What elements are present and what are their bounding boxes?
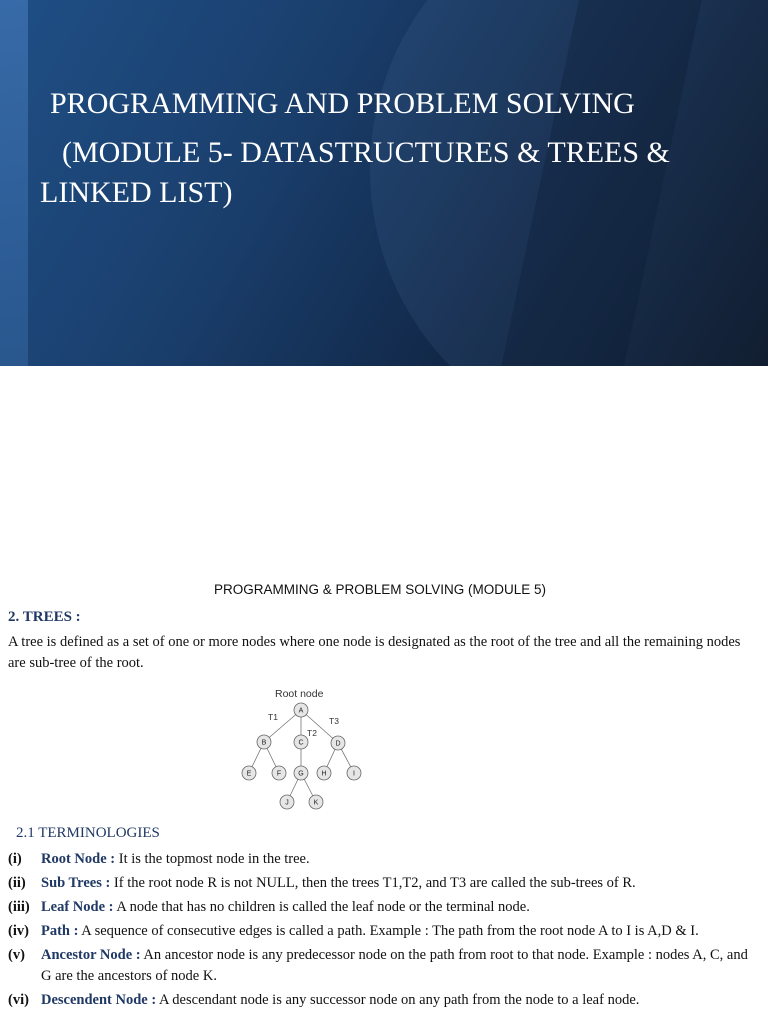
term-name: Leaf Node : bbox=[41, 899, 114, 915]
tree-node-b bbox=[257, 735, 271, 749]
tree-node-i bbox=[347, 766, 361, 780]
svg-text:K: K bbox=[313, 799, 319, 807]
tree-node-g bbox=[294, 766, 308, 780]
term-number: (i) bbox=[8, 851, 22, 867]
tree-caption: Root node bbox=[275, 688, 324, 700]
svg-text:D: D bbox=[335, 740, 341, 748]
title-slide bbox=[0, 0, 768, 366]
svg-text:A: A bbox=[298, 707, 304, 715]
term-definition: A descendant node is any successor node on any path from the node to a leaf node. bbox=[156, 992, 640, 1008]
tree-node-f bbox=[272, 766, 286, 780]
slide-title-line-2: (MODULE 5- DATASTRUCTURES & TREES & bbox=[62, 136, 670, 169]
list-item bbox=[8, 990, 760, 1011]
term-number: (iv) bbox=[8, 923, 29, 939]
tree-node-c bbox=[294, 735, 308, 749]
svg-text:F: F bbox=[276, 770, 282, 778]
term-name: Root Node : bbox=[41, 851, 116, 867]
term-definition: It is the topmost node in the tree. bbox=[115, 851, 310, 867]
term-definition: A sequence of consecutive edges is called a path. Example : The path from the root node A to I is A,D & I. bbox=[78, 923, 699, 939]
list-item bbox=[8, 873, 760, 894]
term-definition: A node that has no children is called the leaf node or the terminal node. bbox=[113, 899, 530, 915]
svg-text:J: J bbox=[285, 799, 289, 807]
tree-diagram bbox=[235, 686, 370, 814]
term-name: Path : bbox=[41, 923, 79, 939]
list-item bbox=[8, 945, 760, 987]
tree-node-k bbox=[309, 795, 323, 809]
term-definition: If the root node R is not NULL, then the trees T1,T2, and T3 are called the sub-trees of R. bbox=[110, 875, 636, 891]
subtree-label-t1: T1 bbox=[268, 712, 278, 722]
slide-title-line-3: LINKED LIST) bbox=[40, 176, 233, 209]
svg-text:I: I bbox=[353, 770, 355, 778]
list-item bbox=[8, 897, 760, 918]
list-item bbox=[8, 849, 760, 870]
subtree-label-t3: T3 bbox=[329, 716, 339, 726]
tree-node-e bbox=[242, 766, 256, 780]
tree-node-h bbox=[317, 766, 331, 780]
term-name: Descendent Node : bbox=[41, 992, 157, 1008]
term-name: Sub Trees : bbox=[41, 875, 111, 891]
list-item bbox=[8, 921, 760, 942]
term-number: (ii) bbox=[8, 875, 26, 891]
tree-node-j bbox=[280, 795, 294, 809]
svg-text:E: E bbox=[246, 770, 252, 778]
section-heading-trees: 2. TREES : bbox=[8, 609, 81, 625]
slide-title-line-1: PROGRAMMING AND PROBLEM SOLVING bbox=[50, 87, 635, 120]
subtree-label-t2: T2 bbox=[307, 728, 317, 738]
term-name: Ancestor Node : bbox=[41, 947, 141, 963]
slide-accent-stripe bbox=[0, 0, 28, 366]
svg-text:B: B bbox=[261, 739, 267, 747]
svg-text:C: C bbox=[298, 739, 304, 747]
term-number: (iii) bbox=[8, 899, 30, 915]
terminology-list bbox=[8, 849, 760, 1014]
terminologies-heading: 2.1 TERMINOLOGIES bbox=[16, 825, 160, 841]
tree-node-d bbox=[331, 736, 345, 750]
term-definition: An ancestor node is any predecessor node on the path from root to that node. Example : nodes A, C, and G are the ancestors of node K. bbox=[41, 947, 748, 984]
trees-intro-paragraph: A tree is defined as a set of one or more nodes where one node is designated as the root of the tree and all the remaining nodes are sub-tree of the root. bbox=[8, 634, 741, 671]
tree-node-a bbox=[294, 703, 308, 717]
svg-text:H: H bbox=[321, 770, 327, 778]
term-number: (v) bbox=[8, 947, 25, 963]
term-number: (vi) bbox=[8, 992, 29, 1008]
svg-text:G: G bbox=[298, 770, 304, 778]
page-header: PROGRAMMING & PROBLEM SOLVING (MODULE 5) bbox=[213, 582, 547, 597]
